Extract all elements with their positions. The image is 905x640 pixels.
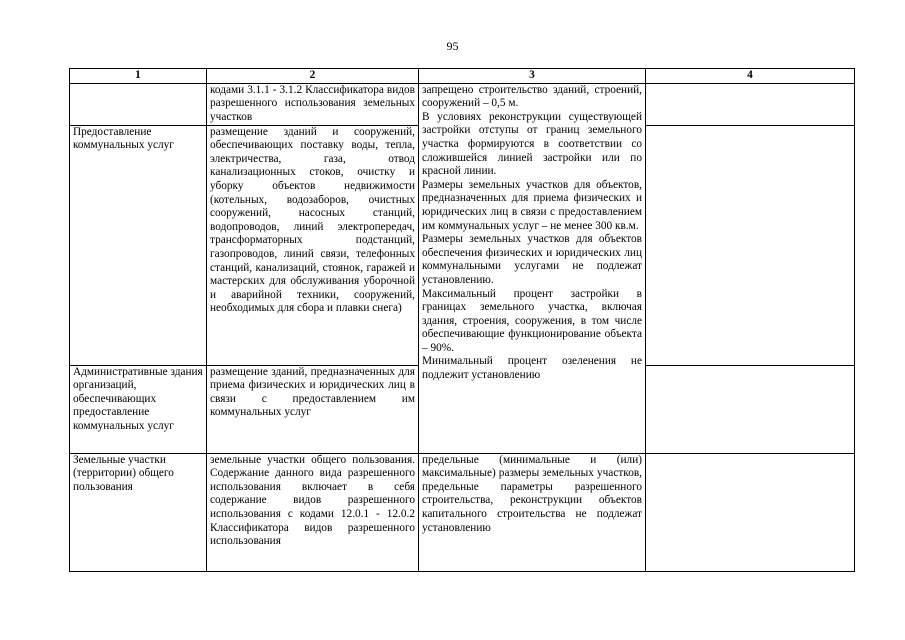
- row1-notes: [646, 83, 855, 125]
- row2-notes: [646, 125, 855, 365]
- param-text: Максимальный процент застройки в границах земельного участка, включая здания, строения, сооружения, в том числе обеспечивающие функционирование объекта – 90%.: [422, 287, 642, 354]
- header-col-2: 2: [207, 69, 419, 84]
- row3-notes: [646, 365, 855, 453]
- row4-use-description: земельные участки общего пользования. Содержание данного вида разрешенного использования включает в себя содержание видов разрешенного использования с кодами 12.0.1 - 12.0.2 Классификатора видов разрешенного использования: [207, 453, 419, 571]
- table-header-row: [70, 69, 855, 84]
- row3-use-description: размещение зданий, предназначенных для приема физических и юридических лиц в связи с предоставлением им коммунальных услуг: [207, 365, 419, 453]
- row4-notes: [646, 453, 855, 571]
- zoning-table: [69, 68, 855, 572]
- row4-parameters: предельные (минимальные и (или) максимальные) размеры земельных участков, предельные параметры разрешенного строительства, реконструкции объектов капитального строительства не подлежат установлению: [419, 453, 646, 571]
- param-text: Размеры земельных участков для объектов, предназначенных для приема физических и юридических лиц в связи с предоставлением им коммунальных услуг – не менее 300 кв.м.: [422, 178, 642, 232]
- row1-use-name: [70, 83, 207, 125]
- row1-use-description: кодами 3.1.1 - 3.1.2 Классификатора видов разрешенного использования земельных участков: [207, 83, 419, 125]
- param-text: Минимальный процент озеленения не подлежит установлению: [422, 355, 642, 382]
- header-col-4: 4: [646, 69, 855, 84]
- row2-use-description: размещение зданий и сооружений, обеспечивающих поставку воды, тепла, электричества, газа, отвод канализационных стоков, очистку и уборку объектов недвижимости (котельных, водозаборов, очистных сооружений, насосных станций, водопроводов, линий электропередач, трансформаторных подстанций, газопроводов, линий связи, телефонных станций, канализаций, стоянок, гаражей и мастерских для обслуживания уборочной и аварийной техники, сооружений, необходимых для сбора и плавки снега): [207, 125, 419, 365]
- table-row: [70, 453, 855, 571]
- table-row: [70, 83, 855, 125]
- param-text: Размеры земельных участков для объектов обеспечения физических и юридических лиц коммунальными услугами не подлежат установлению.: [422, 233, 642, 286]
- header-col-1: 1: [70, 69, 207, 84]
- row4-use-name: Земельные участки (территории) общего пользования: [70, 453, 207, 571]
- row3-use-name: Административные здания организаций, обеспечивающих предоставление коммунальных услуг: [70, 365, 207, 453]
- param-text: запрещено строительство зданий, строений, сооружений – 0,5 м.: [422, 83, 642, 110]
- page-number: 95: [446, 39, 459, 53]
- parameters-cell: [419, 83, 646, 453]
- row2-use-name: Предоставление коммунальных услуг: [70, 125, 207, 365]
- header-col-3: 3: [419, 69, 646, 84]
- param-text: В условиях реконструкции существующей застройки отступы от границ земельного участка формируются в соответствии со сложившейся линией застройки или по красной линии.: [422, 110, 642, 178]
